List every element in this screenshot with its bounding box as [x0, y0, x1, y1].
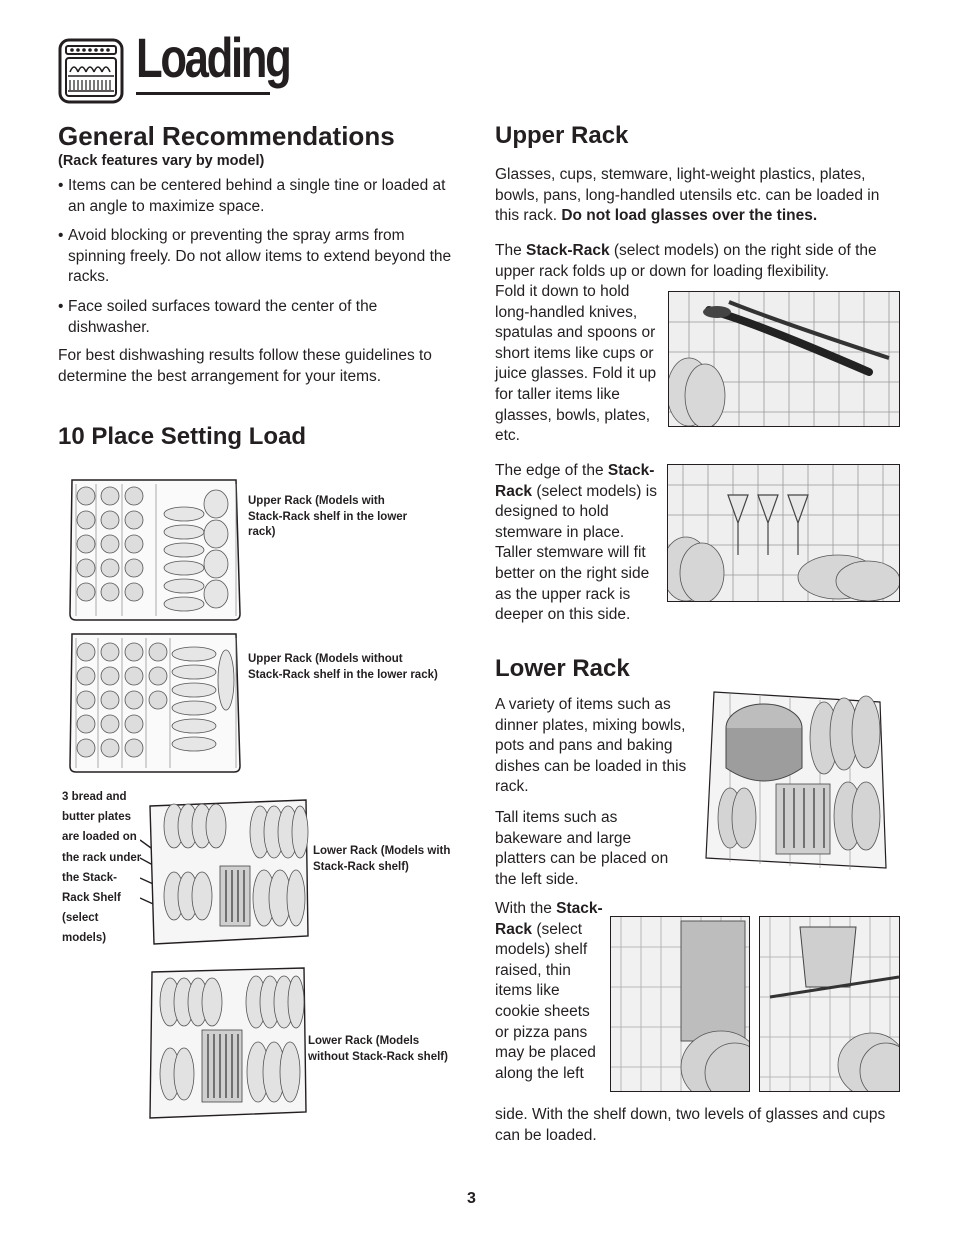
caption-lower-without-shelf: Lower Rack (Models without Stack-Rack shelf): [308, 1035, 448, 1063]
upper-rack-paragraph-2-cont: Fold it down to hold long-handled knives, spatulas and spoons or short items like cups or juice glasses. Fold it up for taller items like glasses, bowls, plates, etc.: [495, 283, 657, 445]
page-number: 3: [467, 1190, 476, 1207]
general-closing: For best dishwashing results follow these guidelines to determine the best arrangement for your items.: [58, 347, 432, 385]
upper-rack-heading: Upper Rack: [495, 122, 629, 149]
upper-rack-with-shelf-illustration: [66, 474, 242, 624]
upper-rack-without-shelf-illustration: [66, 630, 242, 776]
lower-rack-without-shelf-illustration: [140, 966, 310, 1122]
lower-rack-p3-post: (select models) shelf raised, thin items like cookie sheets or pizza pans may be placed along the left: [495, 920, 596, 1082]
upper-rack-p1-text: Glasses, cups, stemware, light-weight plastics, plates, bowls, pans, long-handled utensils etc. can be loaded in this rack.: [495, 166, 880, 225]
general-subheading: (Rack features vary by model): [58, 153, 265, 169]
caption-bread-butter-plates: 3 bread and butter plates are loaded on the rack under the Stack-Rack Shelf (select models): [62, 791, 142, 945]
page-title: Loading: [136, 26, 290, 89]
upper-rack-stack-rack-down-photo: [668, 291, 900, 427]
title-underline: [136, 92, 270, 95]
lower-rack-shelf-raised-photo: [610, 916, 750, 1092]
bullet-item: • Items can be centered behind a single tine or loaded at an angle to maximize space.: [58, 176, 458, 217]
upper-rack-paragraph-2: [495, 241, 900, 282]
lower-rack-paragraph-1: A variety of items such as dinner plates, mixing bowls, pots and pans and baking dishes can be loaded in this rack.: [495, 696, 687, 796]
lower-rack-with-shelf-illustration: [140, 796, 312, 948]
upper-rack-p2-bold: Stack-Rack: [526, 242, 610, 259]
lower-rack-heading: Lower Rack: [495, 655, 630, 682]
lower-rack-p3-bold: Stack-Rack: [495, 900, 603, 938]
place-setting-heading: 10 Place Setting Load: [58, 423, 307, 450]
lower-rack-shelf-down-photo: [759, 916, 900, 1092]
lower-rack-paragraph-3: [495, 899, 603, 1084]
caption-lower-with-shelf: Lower Rack (Models with Stack-Rack shelf): [313, 845, 451, 873]
general-bullet-list: [58, 176, 458, 347]
upper-rack-stemware-photo: [667, 464, 900, 602]
lower-rack-pots-illustration: [700, 688, 892, 880]
caption-upper-with-shelf: Upper Rack (Models with Stack-Rack shelf in the lower rack): [248, 495, 408, 538]
upper-rack-p3-bold: Stack-Rack: [495, 462, 655, 500]
upper-rack-p2-post: (select models) on the right side of the upper rack folds up or down for loading flexibility.: [495, 242, 877, 280]
dishwasher-icon: [58, 38, 124, 104]
lower-rack-paragraph-3-cont: side. With the shelf down, two levels of glasses and cups can be loaded.: [495, 1106, 886, 1144]
lower-rack-paragraph-2: Tall items such as bakeware and large platters can be placed on the left side.: [495, 809, 669, 888]
bullet-item: • Face soiled surfaces toward the center of the dishwasher.: [58, 297, 458, 338]
bullet-item: • Avoid blocking or preventing the spray arms from spinning freely. Do not allow items to extend beyond the racks.: [58, 226, 458, 288]
upper-rack-p1-warning: Do not load glasses over the tines.: [561, 207, 818, 225]
lower-rack-p3-pre: With the: [495, 900, 557, 917]
caption-upper-without-shelf: Upper Rack (Models without Stack-Rack shelf in the lower rack): [248, 653, 438, 681]
upper-rack-paragraph-1: [495, 165, 900, 227]
upper-rack-paragraph-3: [495, 461, 657, 626]
upper-rack-p2-pre: The: [495, 242, 527, 259]
upper-rack-p3-pre: The edge of the: [495, 462, 608, 479]
upper-rack-p3-post: (select models) is designed to hold stemware in place. Taller stemware will fit better on the right side as the upper rack is deeper on this side.: [495, 482, 657, 624]
general-heading: General Recommendations: [58, 121, 395, 151]
